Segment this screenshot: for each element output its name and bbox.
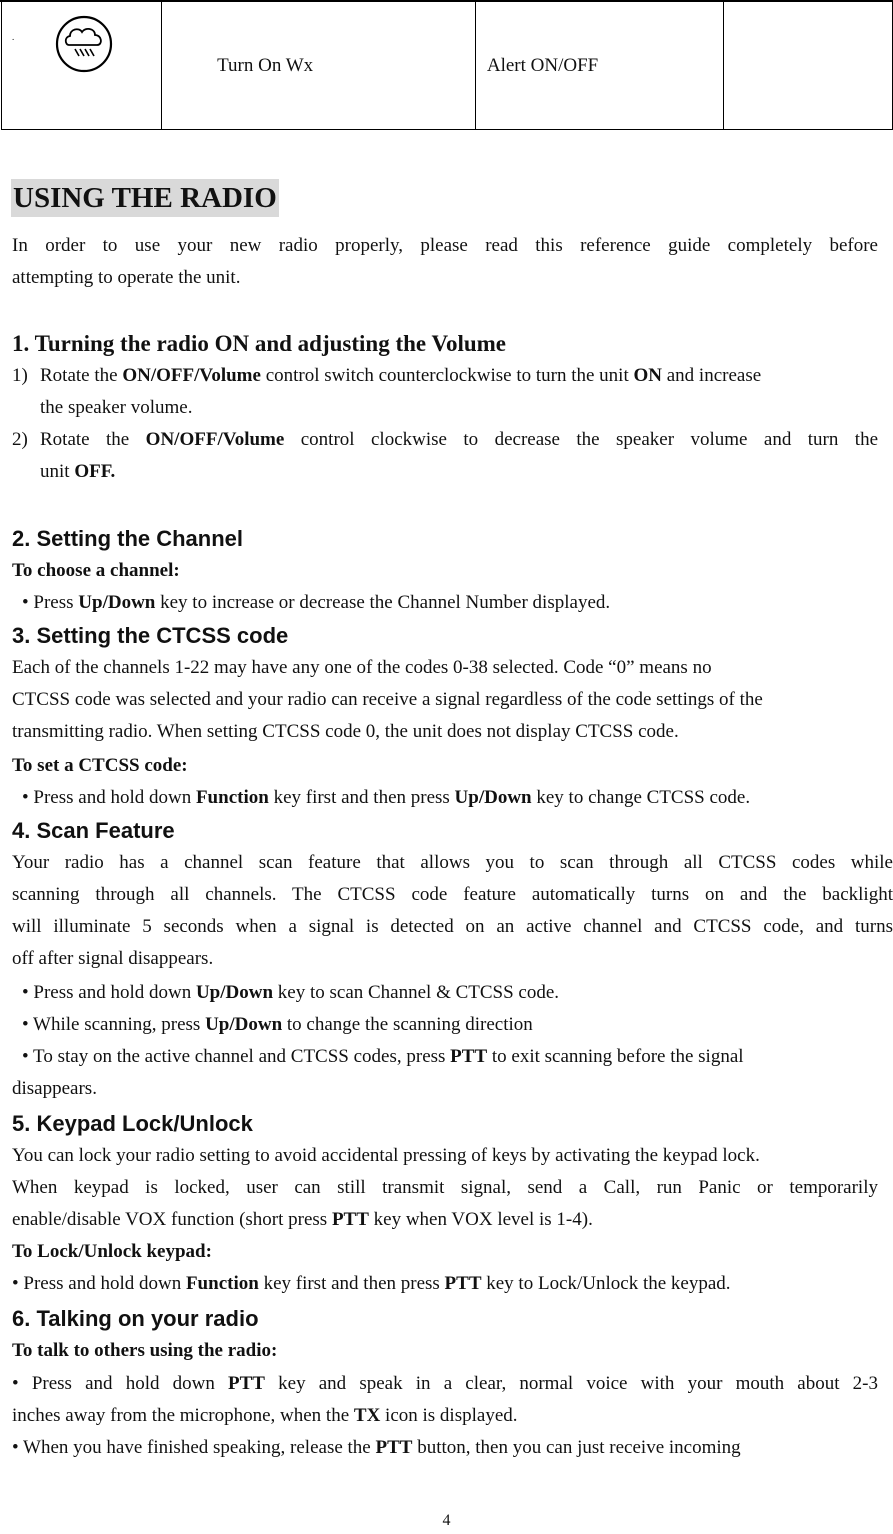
s5-bullet-1: • Press and hold down Function key first and then press PTT key to Lock/Unlock the keypad. bbox=[12, 1273, 731, 1294]
section-4-heading: 4. Scan Feature bbox=[12, 818, 175, 843]
s4-bullet-1: • Press and hold down Up/Down key to scan Channel & CTCSS code. bbox=[22, 982, 560, 1003]
s3-para-3: transmitting radio. When setting CTCSS code 0, the unit does not display CTCSS code. bbox=[12, 721, 679, 742]
s4-bullet-3-cont: disappears. bbox=[12, 1078, 97, 1099]
s5-subheading: To Lock/Unlock keypad: bbox=[12, 1241, 212, 1262]
section-6-heading: 6. Talking on your radio bbox=[12, 1306, 259, 1331]
s1-item-2-number: 2) bbox=[12, 429, 28, 450]
s4-para-3: will illuminate 5 seconds when a signal is detected on an active channel and CTCSS code, and turns bbox=[12, 916, 893, 937]
cell-dot: . bbox=[12, 32, 15, 42]
s1-item-1-cont: the speaker volume. bbox=[40, 397, 193, 418]
s3-para-1: Each of the channels 1-22 may have any one of the codes 0-38 selected. Code “0” means no bbox=[12, 657, 712, 678]
s4-para-2: scanning through all channels. The CTCSS code feature automatically turns on and the backlight bbox=[12, 884, 893, 905]
s4-bullet-2: • While scanning, press Up/Down to change the scanning direction bbox=[22, 1014, 533, 1035]
icon-cell bbox=[2, 2, 162, 130]
s6-bullet-1-cont: inches away from the microphone, when the TX icon is displayed. bbox=[12, 1405, 518, 1426]
s2-bullet-1: • Press Up/Down key to increase or decrease the Channel Number displayed. bbox=[22, 592, 611, 613]
section-2-heading: 2. Setting the Channel bbox=[12, 526, 244, 551]
page-number: 4 bbox=[442, 1512, 451, 1529]
s6-subheading: To talk to others using the radio: bbox=[12, 1340, 278, 1361]
s4-bullet-3: • To stay on the active channel and CTCSS codes, press PTT to exit scanning before the signal bbox=[22, 1046, 744, 1067]
s6-bullet-2: • When you have finished speaking, release the PTT button, then you can just receive incoming bbox=[12, 1437, 741, 1458]
empty-cell bbox=[723, 2, 892, 130]
s1-item-2 bbox=[12, 424, 878, 456]
s4-para-4: off after signal disappears. bbox=[12, 948, 214, 969]
s2-subheading: To choose a channel: bbox=[12, 560, 180, 581]
s5-para-2: When keypad is locked, user can still transmit signal, send a Call, run Panic or temporarily bbox=[12, 1177, 878, 1198]
s1-item-1-text: Rotate the ON/OFF/Volume control switch counterclockwise to turn the unit ON and increase bbox=[40, 365, 762, 386]
weather-cloud-rain-icon bbox=[55, 15, 113, 73]
turn-on-wx-cell: Turn On Wx bbox=[162, 2, 476, 130]
alert-toggle-cell: Alert ON/OFF bbox=[475, 2, 723, 130]
section-3-heading: 3. Setting the CTCSS code bbox=[12, 623, 289, 648]
header-table bbox=[1, 1, 893, 130]
s1-item-2-text: Rotate the ON/OFF/Volume control clockwise to decrease the speaker volume and turn the bbox=[40, 429, 878, 450]
page-title: USING THE RADIO bbox=[11, 179, 279, 217]
section-5-heading: 5. Keypad Lock/Unlock bbox=[12, 1111, 253, 1136]
intro-line-2: attempting to operate the unit. bbox=[12, 267, 241, 288]
s4-para-1: Your radio has a channel scan feature that allows you to scan through all CTCSS codes while bbox=[12, 852, 893, 873]
s6-bullet-1: • Press and hold down PTT key and speak in a clear, normal voice with your mouth about 2-3 bbox=[12, 1373, 879, 1394]
s3-para-2: CTCSS code was selected and your radio can receive a signal regardless of the code settings of the bbox=[12, 689, 763, 710]
s1-item-2-cont: unit OFF. bbox=[40, 461, 116, 482]
section-1-heading: 1. Turning the radio ON and adjusting the Volume bbox=[12, 331, 506, 356]
intro-line-1: In order to use your new radio properly, please read this reference guide completely before bbox=[12, 235, 878, 256]
s1-item-1-number: 1) bbox=[12, 365, 28, 386]
s5-para-1: You can lock your radio setting to avoid accidental pressing of keys by activating the keypad lock. bbox=[12, 1145, 760, 1166]
s3-subheading: To set a CTCSS code: bbox=[12, 755, 188, 776]
s5-para-3: enable/disable VOX function (short press PTT key when VOX level is 1-4). bbox=[12, 1209, 593, 1230]
s3-bullet-1: • Press and hold down Function key first and then press Up/Down key to change CTCSS code. bbox=[22, 787, 751, 808]
s1-item-1 bbox=[12, 360, 878, 392]
